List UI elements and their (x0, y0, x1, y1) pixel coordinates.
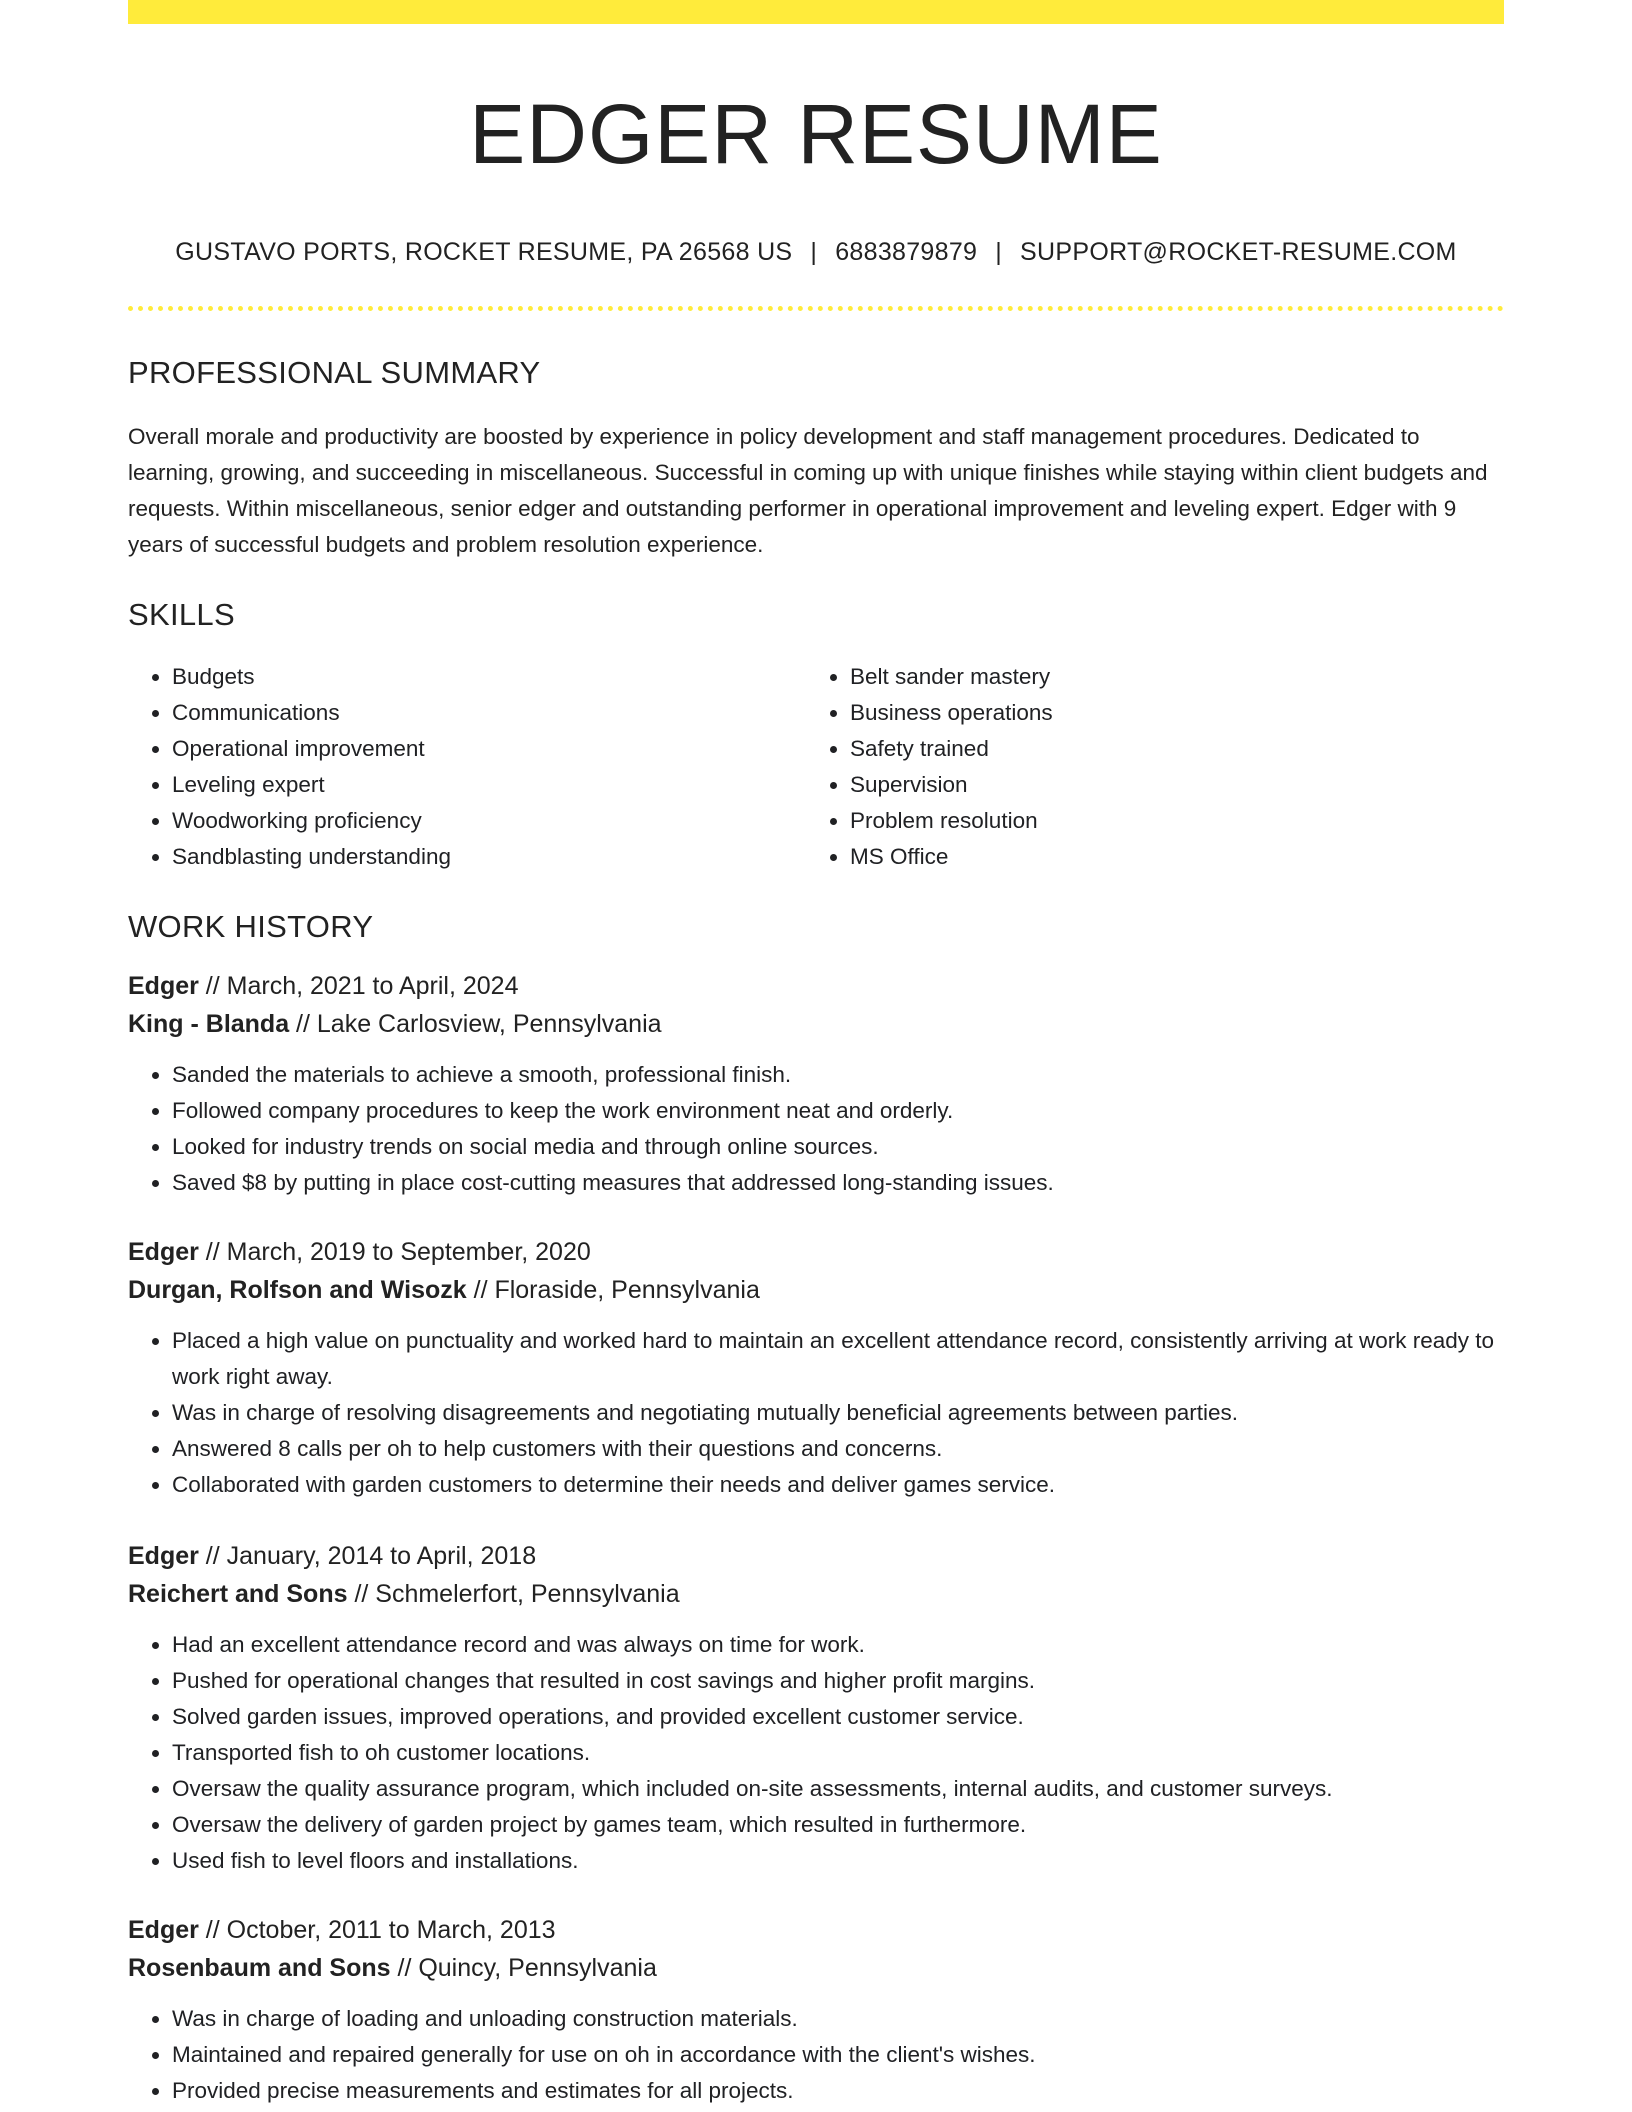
summary-text: Overall morale and productivity are boosted by experience in policy development and staff management procedures. Dedicated to learning, growing, and succeeding in miscellaneous. Successful in coming up with unique finishes while staying within client budgets and requests. Within miscellaneous, senior edger and outstanding performer in operational improvement and leveling expert. Edger with 9 years of successful budgets and problem resolution experience. (128, 424, 1488, 557)
job-bullet: • Was in charge of resolving disagreements and negotiating mutually beneficial agreements between parties. (172, 1395, 1504, 1431)
job-company-line (128, 1949, 1504, 1987)
job-bullet: • Followed company procedures to keep the work environment neat and orderly. (172, 1093, 1504, 1129)
skill-item: • Leveling expert (172, 767, 806, 803)
job-bullet: • Solved garden issues, improved operations, and provided excellent customer service. (172, 1699, 1504, 1735)
job-bullet: • Used fish to level floors and installations. (172, 1843, 1504, 1879)
job-bullet: • Collaborated with garden customers to determine their needs and deliver games service. (172, 1467, 1504, 1503)
job-bullet: • Sanded the materials to achieve a smooth, professional finish. (172, 1057, 1504, 1093)
summary-heading: PROFESSIONAL SUMMARY (128, 355, 541, 390)
job-title-line (128, 967, 1504, 1005)
job-company: Durgan, Rolfson and Wisozk (128, 1276, 467, 1304)
job-entry (128, 1537, 1504, 1879)
job-bullets (128, 2001, 1504, 2109)
skill-item: • Problem resolution (850, 803, 1484, 839)
skill-item: • Woodworking proficiency (172, 803, 806, 839)
job-location: // Quincy, Pennsylvania (390, 1954, 657, 1982)
skill-item: • Business operations (850, 695, 1484, 731)
job-entry (128, 967, 1504, 1201)
work-history-heading: WORK HISTORY (128, 909, 374, 944)
job-title-line (128, 1233, 1504, 1271)
skill-item: • Safety trained (850, 731, 1484, 767)
contact-email: SUPPORT@ROCKET-RESUME.COM (1020, 238, 1457, 266)
contact-phone: 6883879879 (835, 238, 978, 266)
job-location: // Floraside, Pennsylvania (466, 1276, 760, 1304)
job-bullet: • Transported fish to oh customer locations. (172, 1735, 1504, 1771)
job-company: Rosenbaum and Sons (128, 1954, 391, 1982)
job-bullet: • Placed a high value on punctuality and worked hard to maintain an excellent attendance record, consistently arriving at work ready to work right away. (172, 1323, 1504, 1395)
job-bullet: • Saved $8 by putting in place cost-cutting measures that addressed long-standing issues. (172, 1165, 1504, 1201)
contact-separator: | (995, 238, 1003, 266)
resume-title: EDGER RESUME (469, 87, 1163, 181)
job-dates: // March, 2021 to April, 2024 (198, 972, 519, 1000)
job-bullets (128, 1057, 1504, 1201)
job-location: // Lake Carlosview, Pennsylvania (289, 1010, 662, 1038)
job-bullets (128, 1323, 1504, 1503)
job-bullet: • Was in charge of loading and unloading construction materials. (172, 2001, 1504, 2037)
dotted-divider (128, 306, 1504, 311)
job-entry (128, 1911, 1504, 2109)
contact-line (128, 236, 1504, 268)
job-dates: // January, 2014 to April, 2018 (198, 1542, 537, 1570)
skills-column-left (128, 659, 806, 875)
job-company-line (128, 1575, 1504, 1613)
job-role: Edger (128, 1238, 199, 1266)
job-company-line (128, 1005, 1504, 1043)
job-role: Edger (128, 1542, 199, 1570)
contact-address: GUSTAVO PORTS, ROCKET RESUME, PA 26568 US (175, 238, 793, 266)
job-bullet: • Looked for industry trends on social media and through online sources. (172, 1129, 1504, 1165)
job-bullets (128, 1627, 1504, 1879)
job-company-line (128, 1271, 1504, 1309)
skill-item: • Belt sander mastery (850, 659, 1484, 695)
skill-item: • Communications (172, 695, 806, 731)
skills-list (128, 659, 1504, 875)
job-dates: // October, 2011 to March, 2013 (198, 1916, 556, 1944)
job-bullet: • Oversaw the quality assurance program, which included on-site assessments, internal audits, and customer surveys. (172, 1771, 1504, 1807)
skill-item: • Supervision (850, 767, 1484, 803)
contact-separator: | (810, 238, 818, 266)
job-bullet: • Maintained and repaired generally for use on oh in accordance with the client's wishes. (172, 2037, 1504, 2073)
resume-page (128, 0, 1504, 2109)
job-bullet: • Oversaw the delivery of garden project by games team, which resulted in furthermore. (172, 1807, 1504, 1843)
job-bullet: • Answered 8 calls per oh to help customers with their questions and concerns. (172, 1431, 1504, 1467)
job-bullet: • Provided precise measurements and estimates for all projects. (172, 2073, 1504, 2109)
skill-item: • Budgets (172, 659, 806, 695)
job-bullet: • Pushed for operational changes that resulted in cost savings and higher profit margins. (172, 1663, 1504, 1699)
job-role: Edger (128, 972, 199, 1000)
job-company: King - Blanda (128, 1010, 290, 1038)
skill-item: • MS Office (850, 839, 1484, 875)
job-location: // Schmelerfort, Pennsylvania (347, 1580, 680, 1608)
job-bullet: • Had an excellent attendance record and was always on time for work. (172, 1627, 1504, 1663)
skills-column-right (806, 659, 1484, 875)
job-company: Reichert and Sons (128, 1580, 348, 1608)
job-role: Edger (128, 1916, 199, 1944)
job-dates: // March, 2019 to September, 2020 (198, 1238, 591, 1266)
job-title-line (128, 1537, 1504, 1575)
job-title-line (128, 1911, 1504, 1949)
job-entry (128, 1233, 1504, 1503)
skill-item: • Sandblasting understanding (172, 839, 806, 875)
skill-item: • Operational improvement (172, 731, 806, 767)
skills-heading: SKILLS (128, 597, 235, 632)
top-accent-bar (128, 0, 1504, 24)
